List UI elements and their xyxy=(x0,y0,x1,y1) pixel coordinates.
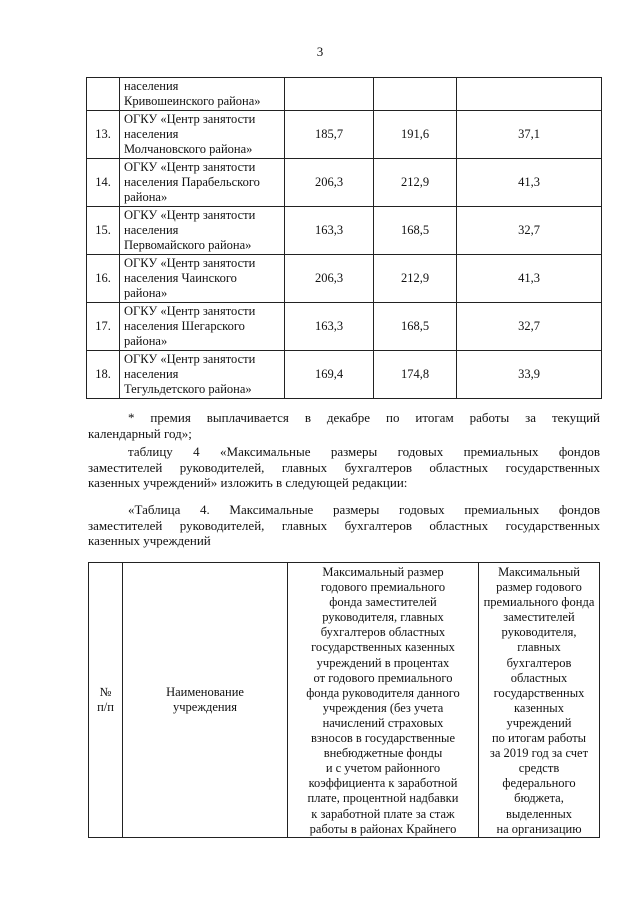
row-number: 16. xyxy=(87,255,120,303)
text-line: таблицу 4 «Максимальные размеры годовых премиальных фондов xyxy=(128,444,600,459)
value-cell: 206,3 xyxy=(285,159,374,207)
header-line: фонда заместителей xyxy=(329,595,437,610)
header-line: учреждений в процентах xyxy=(316,655,450,670)
header-cell-name xyxy=(123,563,288,838)
header-line: № xyxy=(99,684,112,699)
header-line: руководителя, главных xyxy=(322,610,444,625)
header-line: размер годового xyxy=(496,580,582,595)
header-line: плате, процентной надбавки xyxy=(307,791,459,806)
header-cell-percent xyxy=(288,563,479,838)
name-line: населения xyxy=(124,367,179,381)
row-number xyxy=(87,78,120,111)
header-line: за 2019 год за счет xyxy=(489,746,589,761)
name-line: ОГКУ «Центр занятости xyxy=(124,352,256,366)
table-4-header xyxy=(88,562,600,838)
name-line: Молчановского района» xyxy=(124,142,253,156)
value-cell: 33,9 xyxy=(457,351,602,399)
value-cell: 37,1 xyxy=(457,111,602,159)
header-line: государственных казенных xyxy=(311,640,455,655)
value-cell: 169,4 xyxy=(285,351,374,399)
value-cell: 168,5 xyxy=(374,303,457,351)
text-line: календарный год»; xyxy=(88,425,192,441)
value-cell: 212,9 xyxy=(374,255,457,303)
institution-name xyxy=(120,255,285,303)
row-number: 14. xyxy=(87,159,120,207)
value-cell: 168,5 xyxy=(374,207,457,255)
value-cell: 41,3 xyxy=(457,255,602,303)
row-number: 15. xyxy=(87,207,120,255)
header-line: годового премиального xyxy=(320,580,446,595)
header-line: федерального xyxy=(502,776,576,791)
table-row xyxy=(87,78,602,111)
header-line: к заработной плате за стаж xyxy=(311,806,455,821)
table-row xyxy=(87,207,602,255)
table-row xyxy=(87,351,602,399)
header-line: заместителей xyxy=(503,610,575,625)
value-cell xyxy=(457,78,602,111)
name-line: населения Шегарского xyxy=(124,319,245,333)
value-cell: 185,7 xyxy=(285,111,374,159)
header-line: учреждения xyxy=(172,699,237,714)
institution-name xyxy=(120,78,285,111)
value-cell: 32,7 xyxy=(457,207,602,255)
header-line: и с учетом районного xyxy=(325,761,441,776)
header-cell-federal xyxy=(479,563,600,838)
row-number: 17. xyxy=(87,303,120,351)
header-line: п/п xyxy=(97,699,114,714)
name-line: населения xyxy=(124,127,179,141)
header-line: областных xyxy=(510,670,568,685)
institution-name xyxy=(120,207,285,255)
name-line: ОГКУ «Центр занятости xyxy=(124,112,256,126)
value-cell: 41,3 xyxy=(457,159,602,207)
institution-name xyxy=(120,159,285,207)
header-line: премиального фонда xyxy=(483,595,595,610)
header-line: учреждений xyxy=(506,715,572,730)
name-line: населения xyxy=(124,79,179,93)
name-line: ОГКУ «Центр занятости xyxy=(124,208,256,222)
header-line: средств xyxy=(518,761,560,776)
value-cell xyxy=(285,78,374,111)
table-header-row xyxy=(89,563,600,838)
name-line: Кривошеинского района» xyxy=(124,94,261,108)
funds-table-continued xyxy=(86,77,602,399)
footnote-paragraph xyxy=(88,410,600,441)
name-line: населения Чаинского xyxy=(124,271,237,285)
table-row xyxy=(87,303,602,351)
header-line: руководителя, xyxy=(501,625,577,640)
value-cell: 191,6 xyxy=(374,111,457,159)
header-line: главных xyxy=(517,640,561,655)
amendment-paragraph xyxy=(88,444,600,491)
table-caption xyxy=(88,502,600,549)
header-line: казенных xyxy=(514,700,564,715)
name-line: населения xyxy=(124,223,179,237)
text-line: «Таблица 4. Максимальные размеры годовых премиальных фондов xyxy=(128,502,600,517)
value-cell: 32,7 xyxy=(457,303,602,351)
name-line: района» xyxy=(124,286,168,300)
institution-name xyxy=(120,351,285,399)
value-cell: 212,9 xyxy=(374,159,457,207)
value-cell: 163,3 xyxy=(285,207,374,255)
institution-name xyxy=(120,111,285,159)
text-line: казенных учреждений xyxy=(88,533,211,549)
header-line: начислений страховых xyxy=(322,715,444,730)
value-cell: 163,3 xyxy=(285,303,374,351)
name-line: Первомайского района» xyxy=(124,238,252,252)
table-row xyxy=(87,159,602,207)
header-line: выделенных xyxy=(505,806,573,821)
header-line: учреждения (без учета xyxy=(322,700,444,715)
text-line: заместителей руководителей, главных бухгалтеров областных государственных xyxy=(88,459,600,475)
header-line: бюджета, xyxy=(514,791,564,806)
name-line: ОГКУ «Центр занятости xyxy=(124,256,256,270)
header-line: коэффициента к заработной xyxy=(308,776,458,791)
page-number: 3 xyxy=(316,44,324,59)
text-line: казенных учреждений» изложить в следующей редакции: xyxy=(88,475,408,491)
institution-name xyxy=(120,303,285,351)
header-line: взносов в государственные xyxy=(310,731,456,746)
name-line: ОГКУ «Центр занятости xyxy=(124,304,256,318)
row-number: 13. xyxy=(87,111,120,159)
header-line: бухгалтеров областных xyxy=(320,625,446,640)
name-line: ОГКУ «Центр занятости xyxy=(124,160,256,174)
row-number: 18. xyxy=(87,351,120,399)
header-line: Максимальный размер xyxy=(322,565,444,579)
text-line: заместителей руководителей, главных бухгалтеров областных государственных xyxy=(88,517,600,533)
header-line: Максимальный xyxy=(498,565,580,579)
name-line: района» xyxy=(124,334,168,348)
name-line: района» xyxy=(124,190,168,204)
header-line: работы в районах Крайнего xyxy=(309,821,457,836)
header-line: на организацию xyxy=(496,821,582,836)
header-line: бухгалтеров xyxy=(506,655,572,670)
value-cell: 206,3 xyxy=(285,255,374,303)
name-line: населения Парабельского xyxy=(124,175,260,189)
table-row xyxy=(87,255,602,303)
text-line: * премия выплачивается в декабре по итогам работы за текущий xyxy=(128,410,600,425)
header-line: по итогам работы xyxy=(491,731,587,746)
header-line: Наименование xyxy=(166,684,244,699)
value-cell: 174,8 xyxy=(374,351,457,399)
header-line: внебюджетные фонды xyxy=(323,746,443,761)
table-row xyxy=(87,111,602,159)
header-line: от годового премиального xyxy=(313,670,453,685)
value-cell xyxy=(374,78,457,111)
header-line: фонда руководителя данного xyxy=(306,685,460,700)
header-cell-number xyxy=(89,563,123,838)
name-line: Тегульдетского района» xyxy=(124,382,252,396)
header-line: государственных xyxy=(493,685,585,700)
